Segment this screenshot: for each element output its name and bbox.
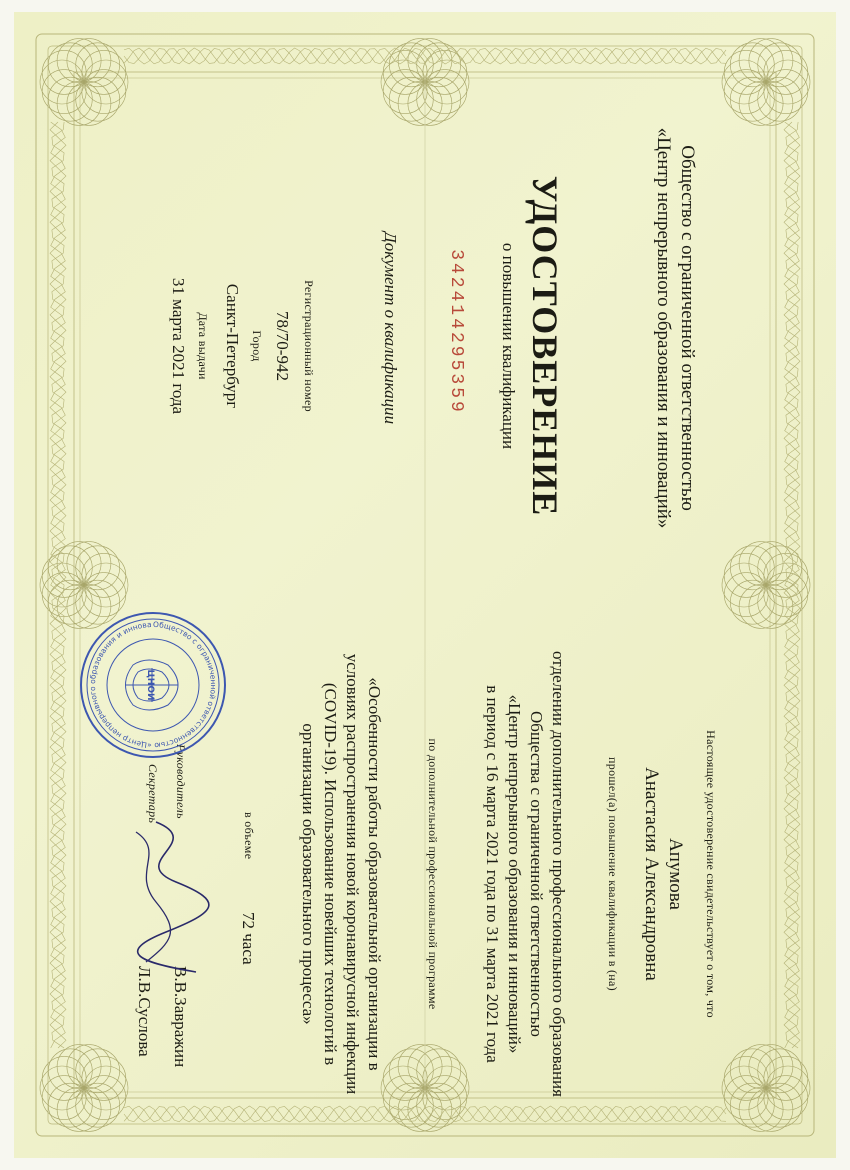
place-line-3: «Центр непрерывного образования и инноваций»	[505, 694, 524, 1054]
document-type: Документ о квалификации	[381, 231, 400, 425]
program-line-2: условиях распространения новой коронавирусной инфекции	[343, 653, 362, 1095]
signature	[116, 812, 226, 982]
program-line-4: организации образовательного процесса»	[299, 723, 318, 1025]
registration-number: 78/70-942	[273, 311, 292, 381]
registration-label: Регистрационный номер	[302, 280, 316, 412]
issue-date: 31 марта 2021 года	[169, 277, 188, 415]
place-line-1: отделении дополнительного профессионального образования	[549, 651, 568, 1097]
org-line-1: Общество с ограниченной ответственностью	[677, 145, 698, 511]
secretary-name: Л.В.Суслова	[135, 966, 154, 1057]
head-name: В.В.Завражин	[171, 966, 190, 1068]
place-line-2: Общества с ограниченной ответственностью	[527, 710, 546, 1038]
city-label: Город	[250, 330, 264, 362]
program-line-3: (COVID-19). Использование новейших технологий в	[321, 682, 340, 1066]
passed-text: прошел(а) повышение квалификации в (на)	[606, 757, 620, 991]
document-subtitle: о повышении квалификации	[499, 242, 518, 450]
secretary-label: Секретарь	[146, 764, 160, 824]
intro-text: Настоящее удостоверение свидетельствует о том, что	[704, 730, 718, 1018]
svg-text:Общество с ограниченной ответс: Общество с ограниченной ответственностью «Центр непрерывного образования и иннова	[87, 619, 219, 751]
recipient-name: Анастасия Александровна	[641, 767, 662, 981]
svg-text:ЦНОИ: ЦНОИ	[145, 669, 155, 701]
city-value: Санкт-Петербург	[223, 283, 242, 409]
head-label: Руководитель	[174, 744, 188, 819]
official-stamp	[78, 610, 228, 760]
program-line-1: «Особенности работы образовательной организации в	[365, 677, 384, 1071]
place-line-4: в период с 16 марта 2021 года по 31 марта 2021 года	[483, 685, 502, 1063]
serial-number: 342414295359	[446, 249, 466, 415]
volume-value: 72 часа	[239, 912, 258, 965]
volume-label: в объеме	[242, 812, 256, 860]
org-line-2: «Центр непрерывного образования и инноваций»	[653, 127, 674, 529]
recipient-surname: Апумова	[665, 838, 686, 910]
certificate-content	[14, 12, 836, 1158]
date-label: Дата выдачи	[196, 312, 210, 380]
program-label: по дополнительной профессиональной программе	[426, 738, 440, 1010]
certificate-paper	[14, 12, 836, 1158]
document-title: УДОСТОВЕРЕНИЕ	[525, 175, 565, 517]
